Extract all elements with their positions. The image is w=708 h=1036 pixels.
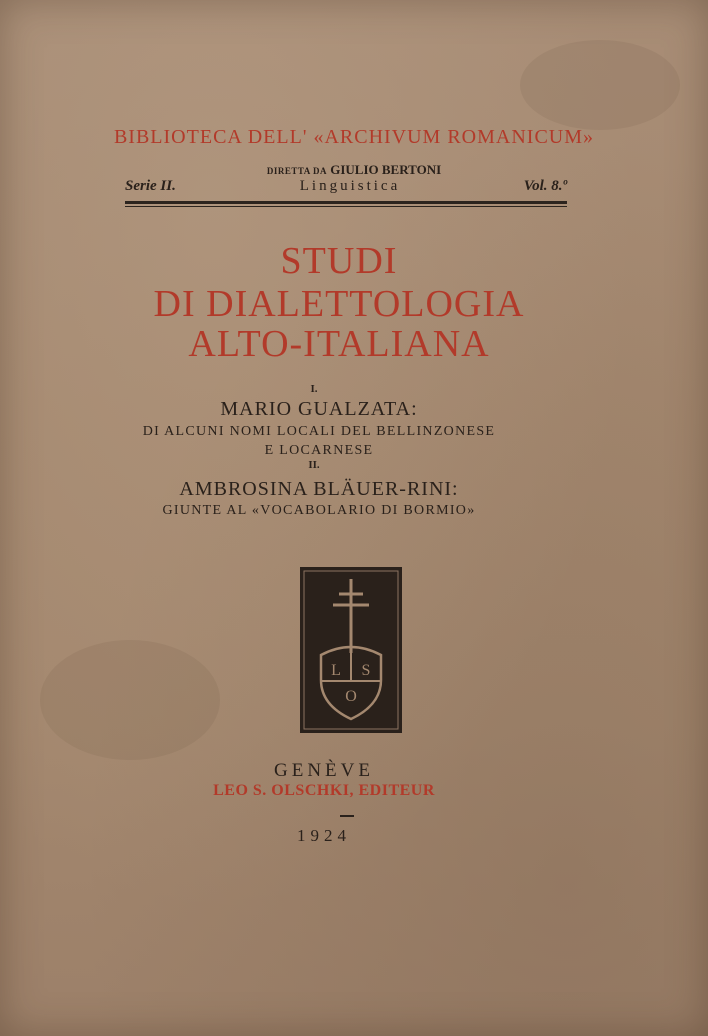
divider-thick — [125, 201, 567, 204]
part-work-title: DI ALCUNI NOMI LOCALI DEL BELLINZONESE — [142, 424, 496, 439]
part-numeral: I. — [310, 383, 318, 395]
title-line-1: STUDI — [280, 240, 398, 282]
part-numeral: II. — [308, 459, 320, 471]
title-line-3: ALTO-ITALIANA — [188, 323, 490, 365]
serie-label: Serie II. — [125, 178, 176, 194]
divider-thin — [125, 206, 567, 207]
volume-label: Vol. 8.º — [523, 178, 567, 194]
directed-prefix: DIRETTA DA — [266, 166, 327, 176]
imprint-dash — [340, 815, 354, 817]
emblem-letter: O — [345, 688, 357, 705]
series-editor — [0, 162, 708, 178]
series-info-row — [125, 178, 567, 200]
publisher-emblem-icon — [300, 567, 402, 733]
emblem-letter: S — [361, 662, 371, 679]
series-title: BIBLIOTECA DELL' «ARCHIVUM ROMANICUM» — [113, 126, 595, 148]
subject-label: Linguistica — [299, 178, 401, 194]
paper-stain — [520, 40, 680, 130]
editor-name: GIULIO BERTONI — [330, 162, 442, 177]
imprint-place: GENÈVE — [274, 760, 374, 781]
part-work-title-continued: E LOCARNESE — [264, 443, 374, 458]
imprint-publisher: LEO S. OLSCHKI, EDITEUR — [213, 782, 435, 799]
part-author: AMBROSINA BLÄUER-RINI: — [179, 478, 459, 500]
imprint-year: 1924 — [297, 826, 351, 845]
part-author: MARIO GUALZATA: — [220, 398, 418, 420]
title-line-2: DI DIALETTOLOGIA — [153, 283, 525, 325]
part-work-title: GIUNTE AL «VOCABOLARIO DI BORMIO» — [162, 503, 476, 518]
paper-stain — [40, 640, 220, 760]
emblem-letter: L — [331, 662, 341, 679]
